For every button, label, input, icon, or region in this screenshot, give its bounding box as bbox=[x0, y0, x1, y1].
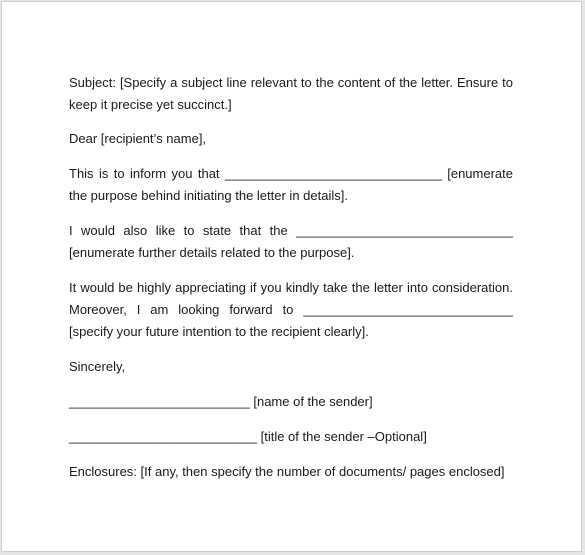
paragraph-purpose: This is to inform you that ______________________________ [enumerate the purpose behind initiating the letter in details]. bbox=[69, 166, 513, 203]
sender-name-line: _________________________ [name of the sender] bbox=[69, 394, 373, 409]
enclosures-line: Enclosures: [If any, then specify the number of documents/ pages enclosed] bbox=[69, 464, 505, 479]
paragraph-details: I would also like to state that the ______________________________ [enumerate further details related to the purpose]. bbox=[69, 223, 513, 260]
document-page bbox=[1, 1, 582, 552]
letter-body bbox=[69, 72, 513, 483]
subject-line: Subject: [Specify a subject line relevant to the content of the letter. Ensure to keep it precise yet succinct.] bbox=[69, 75, 513, 112]
greeting: Dear [recipient’s name], bbox=[69, 131, 207, 146]
sender-title-line: __________________________ [title of the sender –Optional] bbox=[69, 429, 427, 444]
paragraph-consideration: It would be highly appreciating if you kindly take the letter into consideration. Moreover, I am looking forward to _____________________________ [specify your future intention to the recipient clearly]. bbox=[69, 280, 513, 339]
closing: Sincerely, bbox=[69, 359, 126, 374]
